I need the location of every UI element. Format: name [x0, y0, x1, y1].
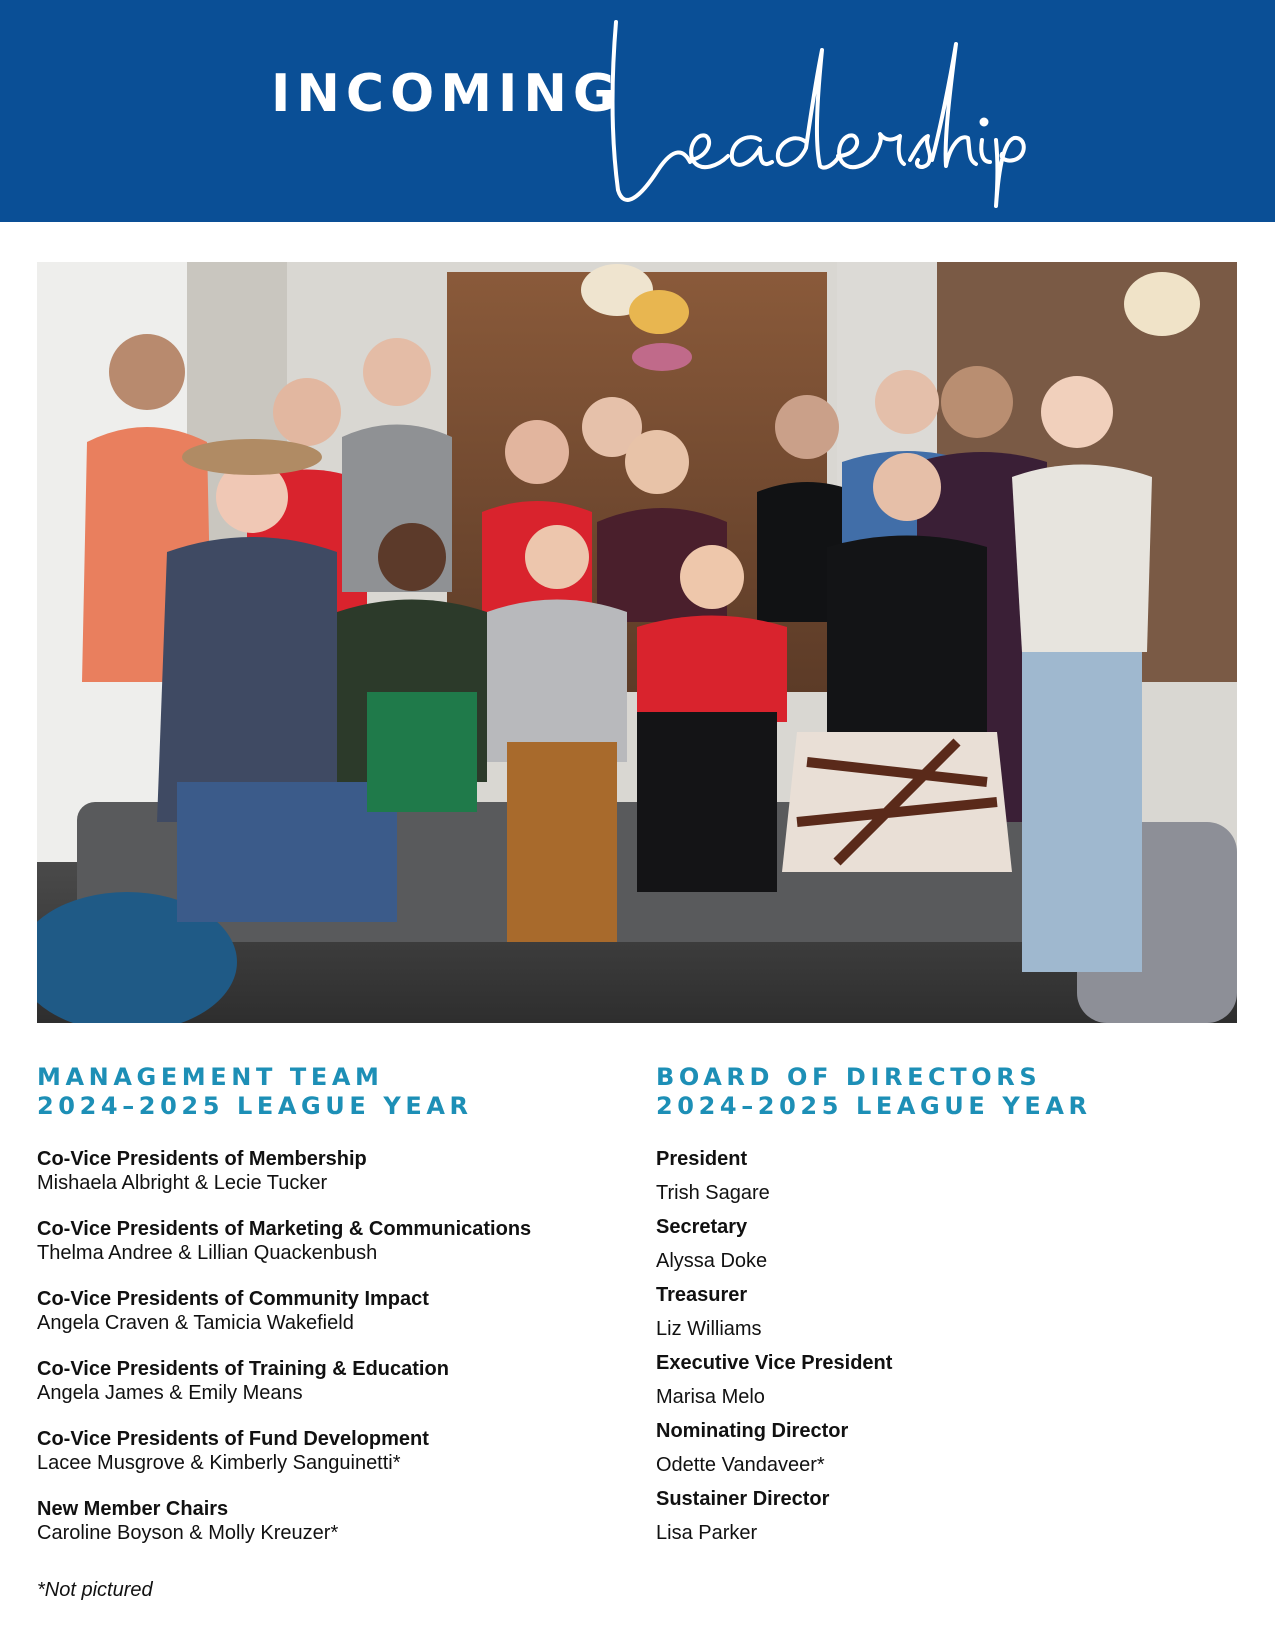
role-title: Co-Vice Presidents of Community Impact [37, 1288, 429, 1310]
role-title: Co-Vice Presidents of Marketing & Communications [37, 1218, 532, 1240]
management-heading-line1: MANAGEMENT TEAM [37, 1063, 384, 1091]
board-role-name: Trish Sagare [656, 1182, 770, 1204]
management-role [37, 1357, 617, 1405]
management-heading-line2: 2024–2025 LEAGUE YEAR [37, 1092, 473, 1120]
role-names: Mishaela Albright & Lecie Tucker [37, 1172, 328, 1194]
role-names: Lacee Musgrove & Kimberly Sanguinetti* [37, 1452, 401, 1474]
board-role-title: Secretary [656, 1216, 748, 1238]
board-role-name: Liz Williams [656, 1318, 762, 1340]
board-role-title: Treasurer [656, 1284, 748, 1306]
management-role [37, 1287, 617, 1335]
board-role-title: Executive Vice President [656, 1352, 893, 1374]
board-role-name: Alyssa Doke [656, 1250, 768, 1272]
board-heading-line2: 2024–2025 LEAGUE YEAR [656, 1092, 1092, 1120]
group-photo [37, 262, 1237, 1023]
not-pictured-footnote: *Not pictured [37, 1579, 153, 1601]
board-role-name: Odette Vandaveer* [656, 1454, 825, 1476]
board-role-title: President [656, 1148, 748, 1170]
management-team-section [37, 1063, 617, 1567]
management-role [37, 1217, 617, 1265]
role-names: Angela Craven & Tamicia Wakefield [37, 1312, 354, 1334]
management-role [37, 1427, 617, 1475]
board-heading [656, 1063, 1216, 1121]
board-role-name: Lisa Parker [656, 1522, 758, 1544]
role-title: Co-Vice Presidents of Fund Development [37, 1428, 429, 1450]
banner-title-incoming: INCOMING [271, 64, 622, 124]
role-names: Thelma Andree & Lillian Quackenbush [37, 1242, 378, 1264]
management-heading [37, 1063, 617, 1121]
management-role [37, 1147, 617, 1195]
role-title: Co-Vice Presidents of Training & Education [37, 1358, 449, 1380]
role-title: Co-Vice Presidents of Membership [37, 1148, 367, 1170]
board-role-title: Sustainer Director [656, 1488, 830, 1510]
board-role-title: Nominating Director [656, 1420, 849, 1442]
banner-title-leadership-script [610, 10, 1030, 215]
board-of-directors-section [656, 1063, 1216, 1555]
role-names: Caroline Boyson & Molly Kreuzer* [37, 1522, 339, 1544]
board-heading-line1: BOARD OF DIRECTORS [656, 1063, 1042, 1091]
role-names: Angela James & Emily Means [37, 1382, 303, 1404]
management-role-list [37, 1147, 617, 1545]
management-role [37, 1497, 617, 1545]
role-title: New Member Chairs [37, 1498, 229, 1520]
board-role-list [656, 1147, 1216, 1545]
header-banner [0, 0, 1275, 222]
board-role-name: Marisa Melo [656, 1386, 765, 1408]
